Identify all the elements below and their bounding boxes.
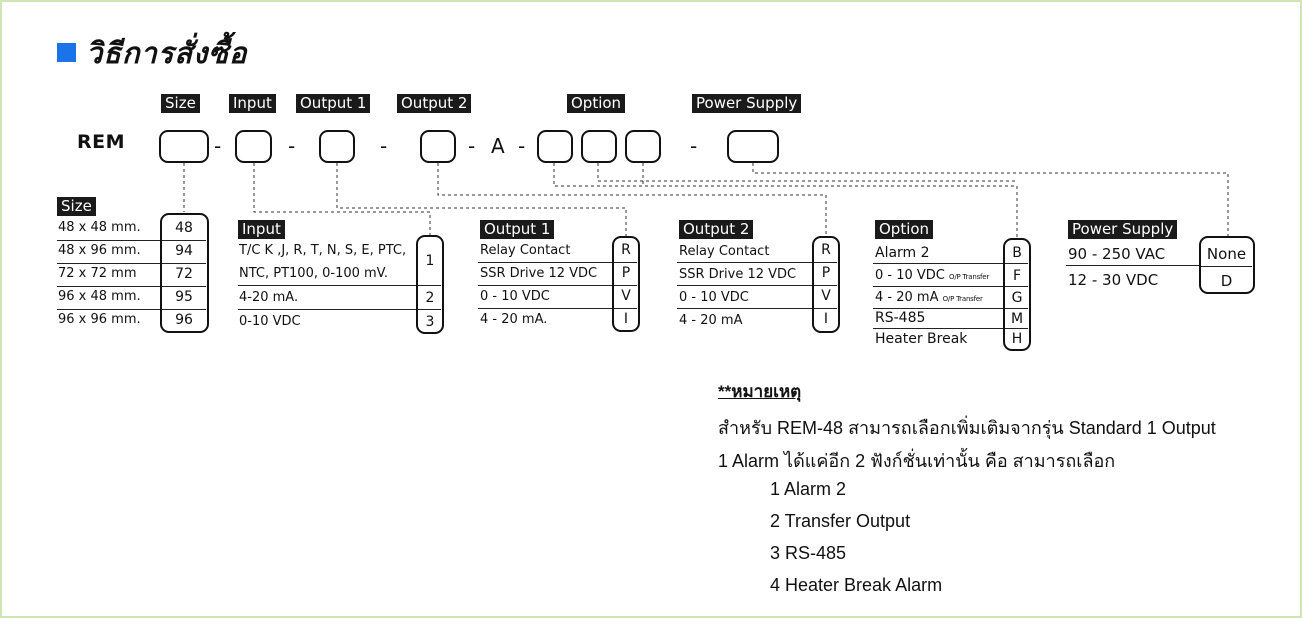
size-table-header: Size bbox=[57, 197, 96, 216]
power-code: None bbox=[1206, 245, 1247, 263]
size-label: 48 x 96 mm. bbox=[58, 243, 141, 258]
output2-code: P bbox=[821, 265, 831, 281]
note-line: สำหรับ REM-48 สามารถเลือกเพิ่มเติมจากรุ่น Standard 1 Output bbox=[718, 418, 1216, 438]
input-table-header: Input bbox=[238, 220, 285, 239]
input-label: T/C K ,J, R, T, N, S, E, PTC, bbox=[239, 243, 407, 258]
code-box-power bbox=[727, 130, 779, 163]
code-header-output1: Output 1 bbox=[296, 94, 370, 113]
option-code: B bbox=[1012, 245, 1022, 261]
note-line: 1 Alarm ได้แค่อีก 2 ฟังก์ชั่นเท่านั้น คือ สามารถเลือก bbox=[718, 451, 1116, 471]
note-item: 2 Transfer Output bbox=[770, 511, 911, 531]
option-code-box bbox=[1003, 238, 1031, 351]
code-box-input bbox=[235, 130, 272, 163]
note-item: 4 Heater Break Alarm bbox=[770, 575, 943, 595]
transfer-tag: O/P Transfer bbox=[942, 295, 983, 303]
size-code: 72 bbox=[175, 266, 193, 282]
size-label: 96 x 96 mm. bbox=[58, 312, 141, 327]
option-label: 0 - 10 VDC O/P Transfer bbox=[875, 268, 990, 283]
output1-label: Relay Contact bbox=[480, 243, 571, 258]
size-code: 95 bbox=[175, 289, 193, 305]
power-label: 12 - 30 VDC bbox=[1068, 271, 1159, 289]
output2-code-box bbox=[812, 236, 840, 333]
code-header-output2: Output 2 bbox=[397, 94, 471, 113]
code-box-output2 bbox=[420, 130, 456, 163]
output1-code: I bbox=[623, 311, 629, 327]
size-label: 48 x 48 mm. bbox=[58, 220, 141, 235]
input-code-box bbox=[416, 235, 444, 334]
separator: - bbox=[380, 134, 388, 158]
input-code: 2 bbox=[425, 290, 435, 306]
note-heading: **หมายเหตุ bbox=[718, 382, 802, 401]
option-code: G bbox=[1011, 290, 1023, 306]
code-box-option2 bbox=[581, 130, 617, 163]
output2-label: 0 - 10 VDC bbox=[679, 290, 749, 305]
code-box-output1 bbox=[319, 130, 355, 163]
input-code: 1 bbox=[425, 253, 435, 269]
output1-label: 0 - 10 VDC bbox=[480, 289, 550, 304]
code-header-input: Input bbox=[229, 94, 276, 113]
option-label: 4 - 20 mA O/P Transfer bbox=[875, 290, 983, 305]
option-label: Heater Break bbox=[875, 331, 968, 347]
output1-code: P bbox=[621, 265, 631, 281]
fixed-letter: A bbox=[491, 134, 505, 158]
note-item: 1 Alarm 2 bbox=[770, 479, 847, 499]
input-label: NTC, PT100, 0-100 mV. bbox=[239, 266, 389, 281]
separator: - bbox=[690, 134, 698, 158]
size-code-box bbox=[160, 213, 209, 333]
size-label: 72 x 72 mm bbox=[58, 266, 137, 281]
power-code-box bbox=[1199, 236, 1255, 294]
output1-code: V bbox=[621, 288, 631, 304]
output2-table-header: Output 2 bbox=[679, 220, 753, 239]
output2-code: R bbox=[821, 242, 831, 258]
output1-code: R bbox=[621, 242, 631, 258]
separator: - bbox=[468, 134, 476, 158]
page-title: วิธีการสั่งซื้อ bbox=[86, 36, 248, 70]
model-prefix: REM bbox=[77, 131, 126, 153]
code-box-size bbox=[159, 130, 209, 163]
code-box-option1 bbox=[537, 130, 573, 163]
input-code: 3 bbox=[425, 314, 435, 330]
output2-code: I bbox=[823, 311, 829, 327]
separator: - bbox=[214, 134, 222, 158]
output2-label: Relay Contact bbox=[679, 244, 770, 259]
output2-label: SSR Drive 12 VDC bbox=[679, 267, 797, 282]
output1-code-box bbox=[612, 236, 640, 332]
power-table-header: Power Supply bbox=[1068, 220, 1177, 239]
size-label: 96 x 48 mm. bbox=[58, 289, 141, 304]
output1-table-header: Output 1 bbox=[480, 220, 554, 239]
transfer-tag: O/P Transfer bbox=[949, 273, 990, 281]
separator: - bbox=[288, 134, 296, 158]
option-table-header: Option bbox=[875, 220, 933, 239]
output2-label: 4 - 20 mA bbox=[679, 313, 743, 328]
option-label: RS-485 bbox=[875, 310, 926, 326]
code-header-size: Size bbox=[161, 94, 200, 113]
code-box-option3 bbox=[625, 130, 661, 163]
size-code: 96 bbox=[175, 312, 193, 328]
size-code: 48 bbox=[175, 220, 193, 236]
output1-label: SSR Drive 12 VDC bbox=[480, 266, 598, 281]
note-item: 3 RS-485 bbox=[770, 543, 847, 563]
separator: - bbox=[518, 134, 526, 158]
code-header-option: Option bbox=[567, 94, 625, 113]
output1-label: 4 - 20 mA. bbox=[480, 312, 548, 327]
input-label: 4-20 mA. bbox=[239, 290, 299, 305]
option-label: Alarm 2 bbox=[875, 245, 930, 261]
power-code: D bbox=[1220, 272, 1233, 290]
output2-code: V bbox=[821, 288, 831, 304]
option-code: H bbox=[1011, 331, 1023, 347]
option-code: F bbox=[1012, 268, 1022, 284]
code-header-power: Power Supply bbox=[692, 94, 801, 113]
power-label: 90 - 250 VAC bbox=[1068, 245, 1166, 263]
size-code: 94 bbox=[175, 243, 193, 259]
input-label: 0-10 VDC bbox=[239, 314, 301, 329]
option-code: M bbox=[1010, 311, 1024, 327]
